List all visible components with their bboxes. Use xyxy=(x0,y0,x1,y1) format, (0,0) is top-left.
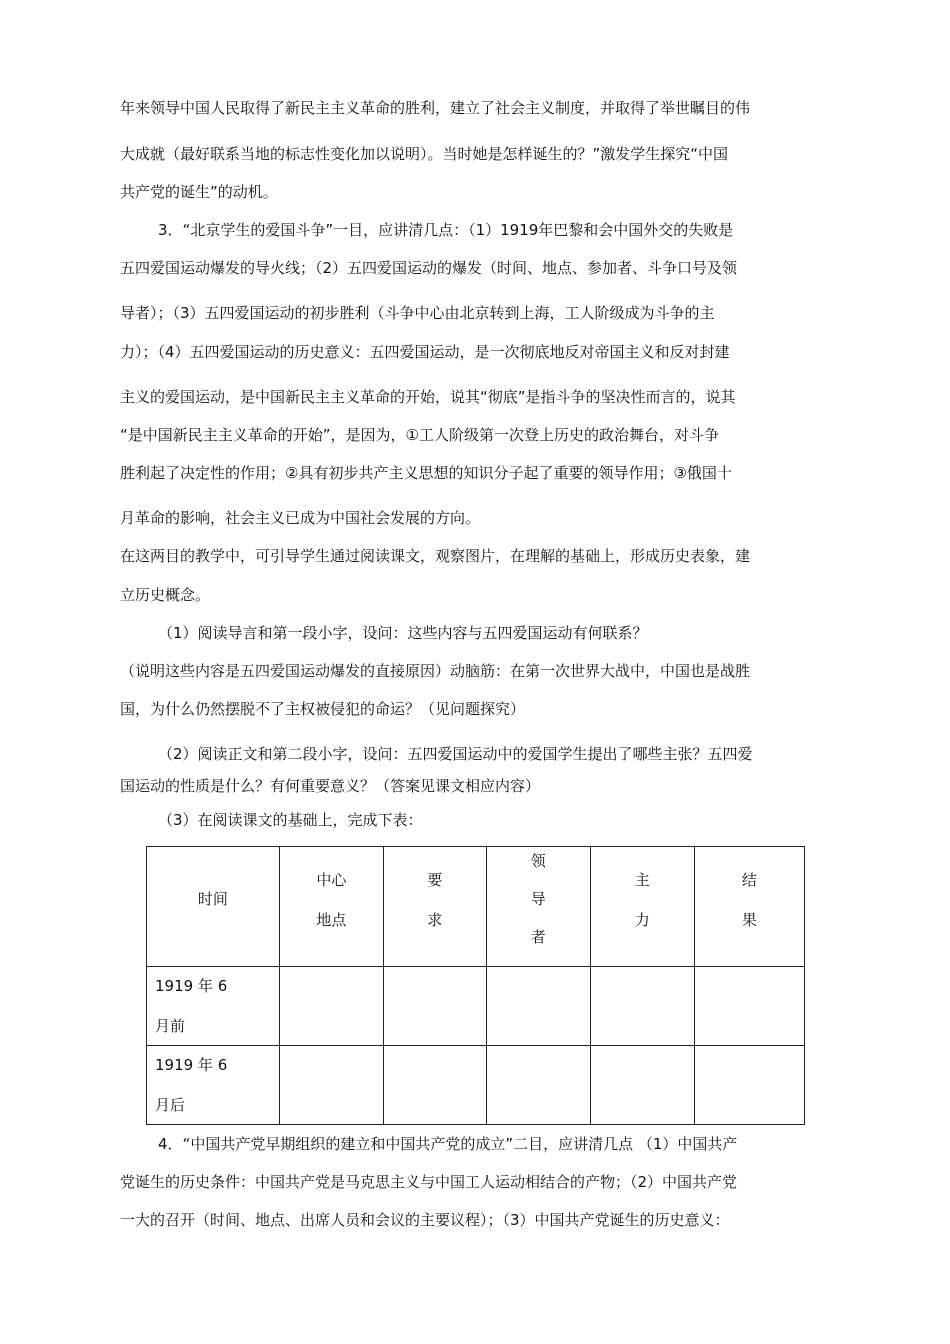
table-cell xyxy=(486,1046,590,1125)
paragraph-line: （2）阅读正文和第二段小字，设问：五四爱国运动中的爱国学生提出了哪些主张？五四爱 xyxy=(158,745,753,763)
table-row xyxy=(147,1046,805,1125)
header-text: 结 xyxy=(741,870,757,889)
table-cell xyxy=(590,1046,694,1125)
paragraph-line: 月革命的影响，社会主义已成为中国社会发展的方向。 xyxy=(120,509,481,527)
paragraph-line: 国，为什么仍然摆脱不了主权被侵犯的命运？（见问题探究） xyxy=(120,700,526,718)
header-text: 果 xyxy=(741,910,757,929)
table-cell xyxy=(694,967,804,1046)
paragraph-line: 3．“北京学生的爱国斗争”一目，应讲清几点：（1）1919年巴黎和会中国外交的失败是 xyxy=(158,221,734,239)
paragraph-line: 一大的召开（时间、地点、出席人员和会议的主要议程）；（3）中国共产党诞生的历史意义： xyxy=(120,1211,730,1229)
row-label-line: 1919 年 6 xyxy=(155,977,228,995)
header-text: 力 xyxy=(634,910,650,929)
table-header-row xyxy=(147,847,805,967)
header-center-location xyxy=(279,847,383,967)
header-text: 时间 xyxy=(197,889,228,908)
table-cell xyxy=(486,967,590,1046)
header-text: 要 xyxy=(427,870,443,889)
header-result xyxy=(694,847,804,967)
paragraph-line: （1）阅读导言和第一段小字，设问：这些内容与五四爱国运动有何联系？ xyxy=(158,624,648,642)
paragraph-line: 共产党的诞生”的动机。 xyxy=(120,183,278,201)
header-time xyxy=(147,847,280,967)
table-cell xyxy=(383,1046,486,1125)
header-text: 领 xyxy=(530,851,546,870)
header-text: 地点 xyxy=(316,910,347,929)
row-label-line: 月后 xyxy=(155,1096,186,1114)
header-text: 者 xyxy=(530,927,546,946)
paragraph-line: 党诞生的历史条件：中国共产党是马克思主义与中国工人运动相结合的产物；（2）中国共产党 xyxy=(120,1173,738,1191)
header-demands xyxy=(383,847,486,967)
table-cell xyxy=(383,967,486,1046)
header-text: 中心 xyxy=(316,870,347,889)
header-leaders xyxy=(486,847,590,967)
paragraph-line: 国运动的性质是什么？有何重要意义？（答案见课文相应内容） xyxy=(120,777,541,795)
paragraph-line: 年来领导中国人民取得了新民主主义革命的胜利，建立了社会主义制度，并取得了举世瞩目的伟 xyxy=(120,99,751,117)
table-cell xyxy=(279,1046,383,1125)
paragraph-line: 主义的爱国运动，是中国新民主主义革命的开始，说其“彻底”是指斗争的坚决性而言的，说其 xyxy=(120,388,736,406)
table-cell xyxy=(694,1046,804,1125)
header-text: 导 xyxy=(530,889,546,908)
paragraph-line: “是中国新民主主义革命的开始”，是因为，①工人阶级第一次登上历史的政治舞台，对斗争 xyxy=(120,426,719,444)
table-instruction: （3）在阅读课文的基础上，完成下表： xyxy=(158,811,423,829)
header-main-force xyxy=(590,847,694,967)
header-text: 求 xyxy=(427,910,443,929)
row-label xyxy=(147,1046,280,1125)
table-cell xyxy=(279,967,383,1046)
paragraph-line: 立历史概念。 xyxy=(120,586,211,604)
table-cell xyxy=(590,967,694,1046)
paragraph-line: 在这两目的教学中，可引导学生通过阅读课文，观察图片，在理解的基础上，形成历史表象，建 xyxy=(120,547,751,565)
header-text: 主 xyxy=(634,870,650,889)
paragraph-line: 力）；（4）五四爱国运动的历史意义：五四爱国运动，是一次彻底地反对帝国主义和反对封建 xyxy=(120,343,730,361)
completion-table xyxy=(146,846,805,1125)
table-row xyxy=(147,967,805,1046)
paragraph-line: 大成就（最好联系当地的标志性变化加以说明）。当时她是怎样诞生的？”激发学生探究“中国 xyxy=(120,145,729,163)
paragraph-line: （说明这些内容是五四爱国运动爆发的直接原因）动脑筋：在第一次世界大战中，中国也是战胜 xyxy=(120,662,751,680)
row-label-line: 1919 年 6 xyxy=(155,1056,228,1074)
paragraph-line: 导者）；（3）五四爱国运动的初步胜利（斗争中心由北京转到上海，工人阶级成为斗争的主 xyxy=(120,304,715,322)
row-label xyxy=(147,967,280,1046)
paragraph-line: 五四爱国运动爆发的导火线；（2）五四爱国运动的爆发（时间、地点、参加者、斗争口号及领 xyxy=(120,259,738,277)
row-label-line: 月前 xyxy=(155,1017,186,1035)
paragraph-line: 4．“中国共产党早期组织的建立和中国共产党的成立”二目，应讲清几点 （1）中国共产 xyxy=(158,1135,738,1153)
paragraph-line: 胜利起了决定性的作用；②具有初步共产主义思想的知识分子起了重要的领导作用；③俄国十 xyxy=(120,464,732,482)
